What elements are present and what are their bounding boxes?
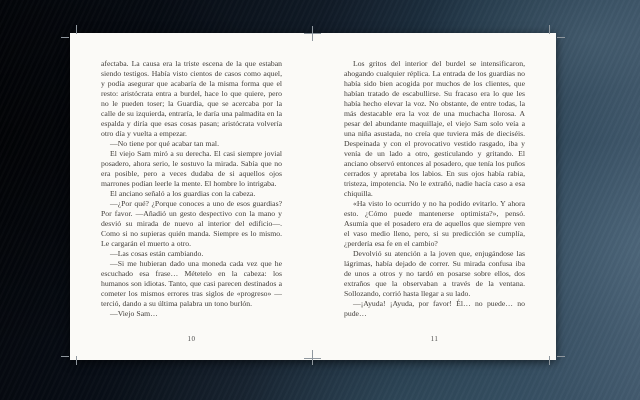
paragraph: Devolvió su atención a la joven que, enjugándose las lágrimas, había dejado de correr. Su mirada confusa iba de unos a otros y no tardó en posarse sobre ellos, dos extraños que la observaban a través de la ventana. Sollozando, corrió hasta llegar a su lado. <box>344 249 525 298</box>
crop-mark-spine-bottom-bar <box>304 358 321 359</box>
paragraph: El viejo Sam miró a su derecha. El casi siempre jovial posadero, ahora serio, le sostuvo la mirada. Sabía que no era posible, pero a veces dudaba de si aquellos ojos marrones podían leerle la mente. El hombre lo intrigaba. <box>101 149 282 188</box>
crop-mark-bottom-right <box>549 356 550 365</box>
left-page-text <box>101 59 282 319</box>
paragraph: —¿Por qué? ¿Porque conoces a uno de esos guardias? Por favor. —Añadió un gesto despectivo con la mano y desvió su mirada de nuevo al interior del edificio—. Como si no supieras quién manda. Siempre es lo mismo. Le cargarán el muerto a otro. <box>101 199 282 248</box>
left-page <box>70 33 313 360</box>
right-page <box>313 33 556 360</box>
paragraph: —Si me hubieran dado una moneda cada vez que he escuchado esa frase… Métetelo en la cabeza: los humanos son idiotas. Tanto, que casi parecen destinados a cometer los mismos errores tras siglos de «progreso» —terció, dando a su última palabra un tono burlón. <box>101 259 282 308</box>
paragraph: —No tiene por qué acabar tan mal. <box>110 139 219 148</box>
crop-mark-spine-top-bar <box>304 33 321 34</box>
paragraph: —Las cosas están cambiando. <box>110 249 204 258</box>
book-spread <box>70 33 556 360</box>
paragraph: —Viejo Sam… <box>110 309 158 318</box>
crop-mark-bottom-right-h <box>557 356 565 357</box>
paragraph: El anciano señaló a los guardias con la cabeza. <box>110 189 256 198</box>
paragraph: —¡Ayuda! ¡Ayuda, por favor! Él… no puede… no pude… <box>344 299 525 318</box>
right-page-number: 11 <box>430 335 439 343</box>
crop-mark-bottom-left <box>76 356 77 365</box>
paragraph: afectaba. La causa era la triste escena de la que estaban siendo testigos. Había visto cientos de casos como aquel, y podía asegurar que acabaría de la misma forma que el resto: aristócrata entra a burdel, hace lo que quiere, pero no le pueden toser; la Guardia, que se acercaba por la calle de su izquierda, entraría, le daría una palmadita en la espalda y diría que esas cosas pasan; aristócrata volvería otro día y vuelta a empezar. <box>101 59 282 138</box>
crop-mark-top-left <box>76 25 77 34</box>
paragraph: Los gritos del interior del burdel se intensificaron, ahogando cualquier réplica. La entrada de los guardias no había sido bien acogida por muchos de los clientes, que habían tratado de escabullirse. Su fracaso era lo que les había hecho elevar la voz. No obstante, de entre todas, la más destacable era la voz de una muchacha llorosa. A pesar del abundante maquillaje, el viejo Sam solo veía a una niña asustada, no creía que tuviera más de dieciséis. Despeinada y con el provocativo vestido rasgado, iba y venía de un lado a otro, gesticulando y gritando. El anciano observó entonces al posadero, que tenía los puños cerrados y apretaba los labios. En sus ojos había rabia, tristeza, impotencia. No le extrañó, nadie hacía caso a esa chiquilla. <box>344 59 525 198</box>
crop-mark-top-right-h <box>557 37 565 38</box>
paragraph: «Ha visto lo ocurrido y no ha podido evitarlo. Y ahora esto. ¿Cómo puede mantenerse optimista?», pensó. Asumía que el posadero era de aquellos que siempre ven el vaso medio lleno, pero, si su predicción se cumplía, ¿perdería esa fe en el cambio? <box>344 199 525 248</box>
right-page-text <box>344 59 525 319</box>
crop-mark-top-right <box>549 25 550 34</box>
crop-mark-top-left-h <box>61 37 69 38</box>
left-page-number: 10 <box>187 335 196 343</box>
crop-mark-bottom-left-h <box>61 356 69 357</box>
